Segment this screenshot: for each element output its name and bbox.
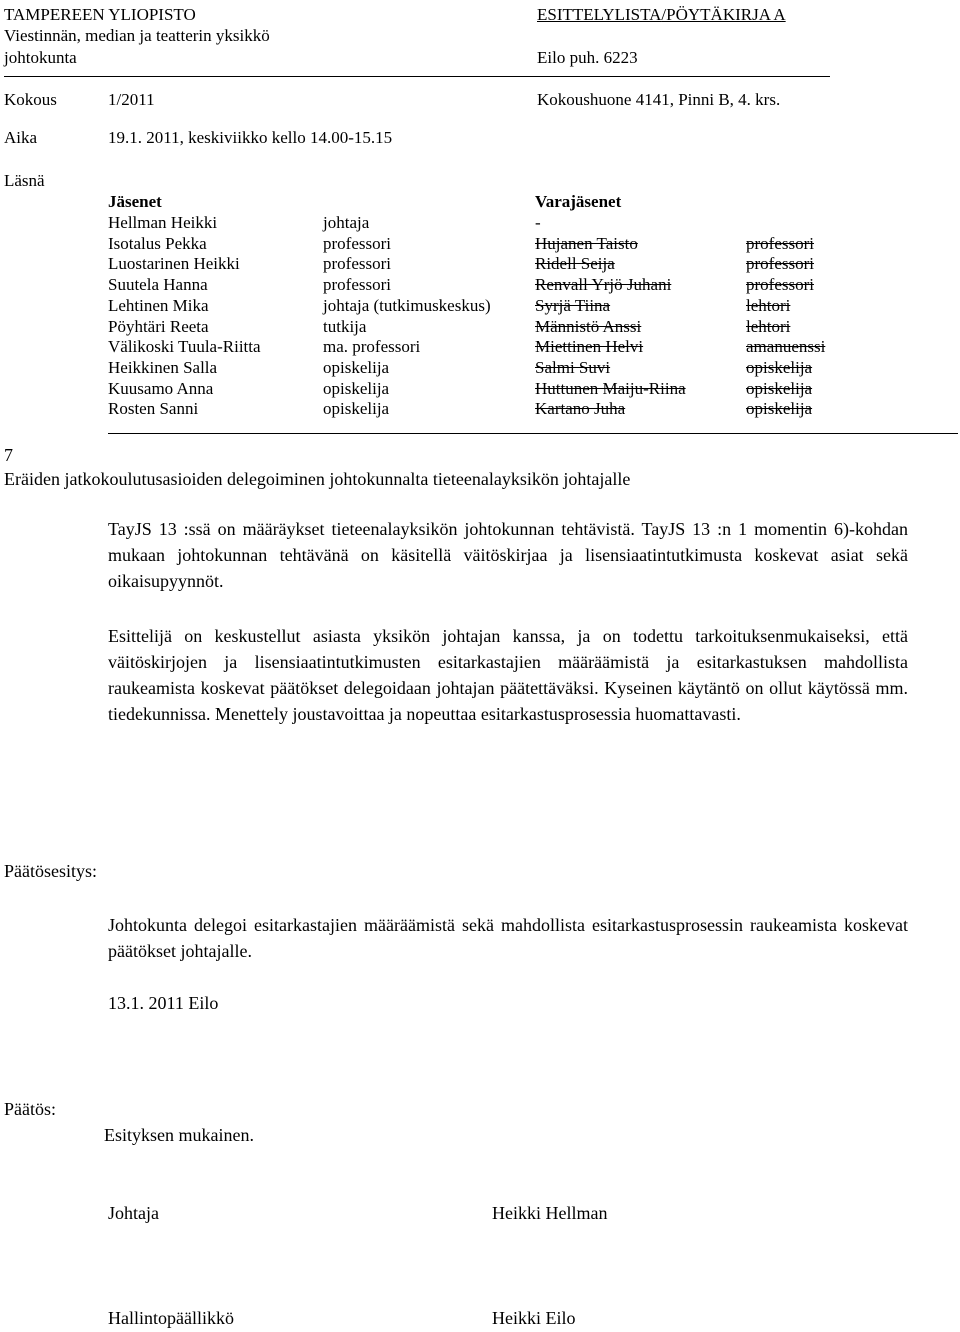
signature-title: Johtaja [108, 1203, 159, 1223]
member-role: johtaja (tutkimuskeskus) [323, 295, 491, 315]
attendance-label: Läsnä [4, 171, 45, 190]
member-name: Kuusamo Anna [108, 378, 214, 398]
proposal-label: Päätösesitys: [4, 861, 97, 881]
member-name: Suutela Hanna [108, 275, 208, 295]
member-name: Isotalus Pekka [108, 233, 207, 253]
deputy-role: professori [746, 254, 814, 274]
deputy-name: Syrjä Tiina [535, 295, 611, 315]
member-name: Lehtinen Mika [108, 295, 209, 315]
meeting-time: 19.1. 2011, keskiviikko kello 14.00-15.15 [108, 128, 393, 147]
member-name: Pöyhtäri Reeta [108, 316, 209, 336]
body-name: johtokunta [4, 48, 77, 67]
document-type-rest: /PÖYTÄKIRJA A [661, 5, 786, 24]
deputy-name: - [535, 213, 541, 232]
signature-name: Heikki Eilo [492, 1308, 576, 1328]
contact-info: Eilo puh. 6223 [537, 48, 638, 67]
member-name: Hellman Heikki [108, 213, 218, 232]
deputy-name: Salmi Suvi [535, 357, 611, 377]
meeting-label: Kokous [4, 90, 57, 109]
member-name: Heikkinen Salla [108, 357, 218, 377]
deputy-role: lehtori [746, 316, 791, 336]
meeting-place: Kokoushuone 4141, Pinni B, 4. krs. [537, 90, 781, 109]
member-name: Luostarinen Heikki [108, 254, 240, 274]
deputy-name: Ridell Seija [535, 254, 615, 274]
time-label: Aika [4, 128, 38, 147]
document-type-struck: ESITTELYLISTA [537, 5, 662, 24]
deputy-name: Kartano Juha [535, 399, 626, 419]
deputy-name: Huttunen Maiju-Riina [535, 378, 686, 398]
deputy-role: professori [746, 233, 814, 253]
member-role: professori [323, 275, 391, 295]
member-role: professori [323, 233, 391, 253]
member-name: Rosten Sanni [108, 399, 199, 419]
proposal-text: Johtokunta delegoi esitarkastajien määräämistä sekä mahdollista esitarkastusprosessin raukeamista koskevat päätökset johtajalle. [108, 915, 908, 961]
deputy-role: lehtori [746, 295, 791, 315]
item-paragraph-2: Esittelijä on keskustellut asiasta yksikön johtajan kanssa, ja on todettu tarkoituksenmukaiseksi, että väitöskirjojen ja lisensiaatintutkimusten esitarkastajien määräämistä ja esitarkastuksen mahdollista raukeamista koskevat päätökset delegoidaan johtajan päätettäväksi. Kyseinen käytäntö on ollut käytössä mm. tiedekunnissa. Menettely joustavoittaa ja nopeuttaa esitarkastusprosessia huomattavasti. [108, 626, 908, 724]
member-role: opiskelija [323, 399, 390, 419]
deputy-role: amanuenssi [746, 337, 826, 357]
deputy-role: opiskelija [746, 378, 813, 398]
decision-label: Päätös: [4, 1099, 56, 1119]
document-type [537, 6, 786, 23]
member-role: tutkija [323, 316, 367, 336]
member-name: Välikoski Tuula-Riitta [108, 337, 261, 357]
unit-name: Viestinnän, median ja teatterin yksikkö [4, 26, 270, 45]
member-role: opiskelija [323, 378, 390, 398]
signature-name: Heikki Hellman [492, 1203, 608, 1223]
meeting-number: 1/2011 [108, 90, 155, 109]
deputy-name: Männistö Anssi [535, 316, 642, 336]
members-header: Jäsenet [108, 192, 162, 211]
deputy-name: Hujanen Taisto [535, 233, 638, 253]
deputy-role: professori [746, 275, 814, 295]
item-paragraph-1: TayJS 13 :ssä on määräykset tieteenalayksikön johtokunnan tehtävistä. TayJS 13 :n 1 momentin 6)-kohdan mukaan johtokunnan tehtävänä on käsitellä väitöskirjaa ja lisensiaatintutkimusta koskevat asiat sekä oikaisupyynnöt. [108, 519, 908, 591]
item-title: Eräiden jatkokoulutusasioiden delegoiminen johtokunnalta tieteenalayksikön johtajalle [4, 469, 631, 489]
signature-title: Hallintopäällikkö [108, 1308, 234, 1328]
member-role: professori [323, 254, 391, 274]
university-name: TAMPEREEN YLIOPISTO [4, 5, 196, 24]
deputy-role: opiskelija [746, 399, 813, 419]
deputy-name: Miettinen Helvi [535, 337, 644, 357]
deputy-name: Renvall Yrjö Juhani [535, 275, 672, 295]
decision-text: Esityksen mukainen. [104, 1125, 254, 1145]
member-role: ma. professori [323, 337, 421, 357]
deputy-role: opiskelija [746, 357, 813, 377]
member-role: johtaja [323, 213, 370, 232]
deputies-header: Varajäsenet [535, 192, 622, 211]
header-divider [4, 76, 830, 77]
section-divider [108, 433, 958, 434]
proposal-date: 13.1. 2011 Eilo [108, 993, 219, 1013]
member-role: opiskelija [323, 357, 390, 377]
item-number: 7 [4, 445, 13, 465]
